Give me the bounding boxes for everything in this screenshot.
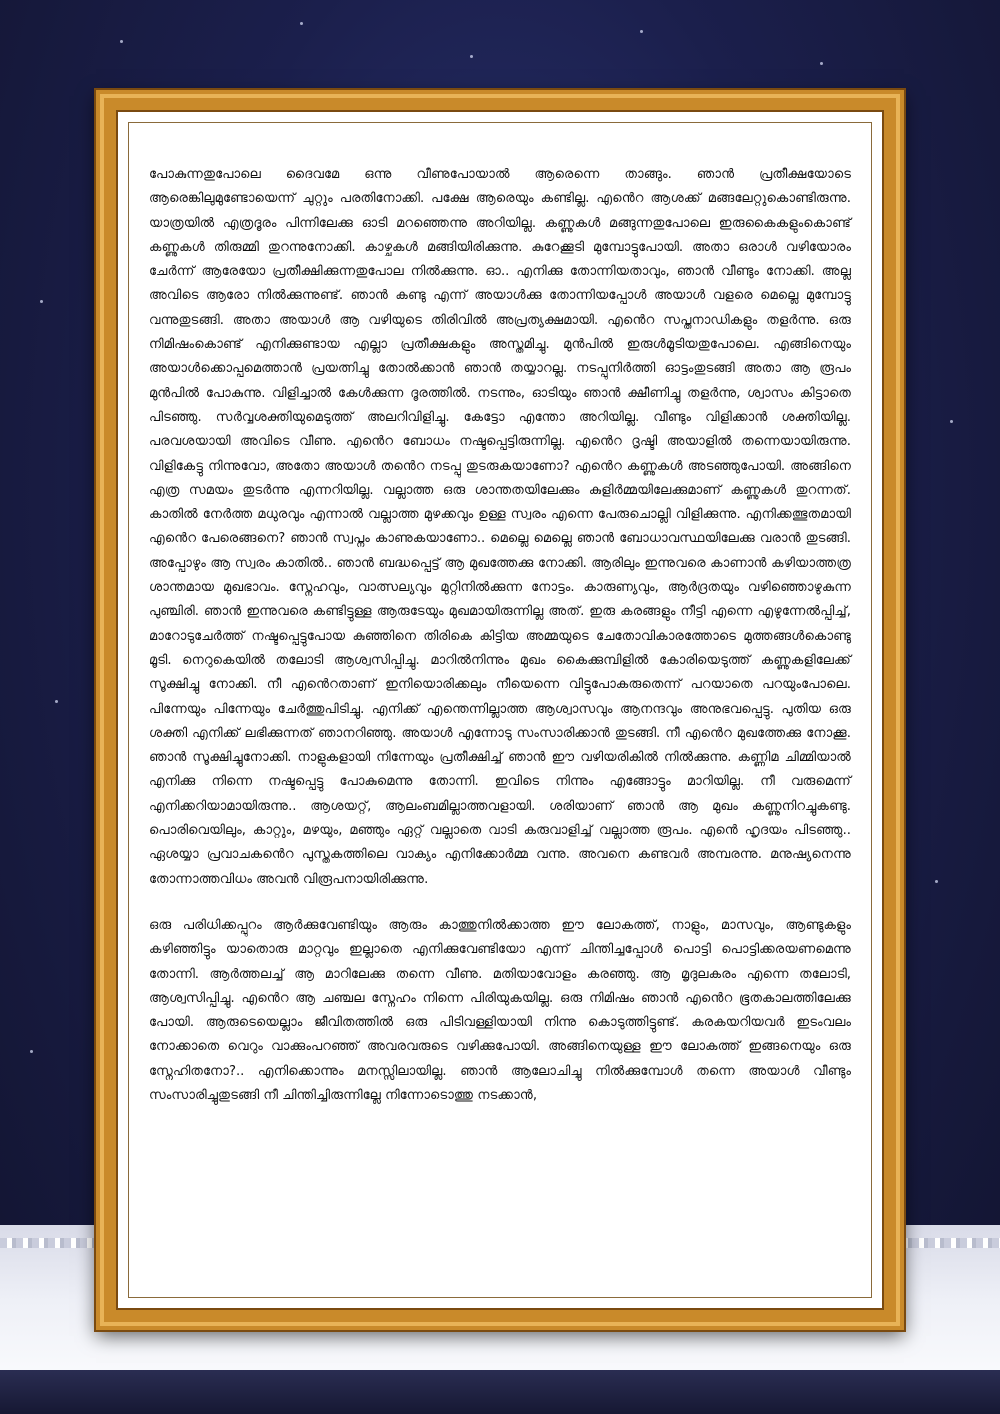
star xyxy=(30,1050,33,1053)
star xyxy=(640,30,643,33)
text-page xyxy=(128,122,872,1298)
paragraph-1: പോകുന്നതുപോലെ ദൈവമേ ഒന്നു വീണുപോയാൽ ആരെന്നെ താങ്ങും. ഞാൻ പ്രതീക്ഷയോടെ ആരെങ്കിലുമുണ്ടോയെന്ന് ചുറ്റും പരതിനോക്കി. പക്ഷേ ആരെയും കണ്ടില്ല. എൻെറ ആശക്ക് മങ്ങലേറ്റുകൊണ്ടിരുന്നു. യാത്രയിൽ എത്രദൂരം പിന്നിലേക്കു ഓടി മറഞ്ഞെന്നു അറിയില്ല. കണ്ണുകൾ മങ്ങുന്നതുപോലെ ഇരുകൈകളുംകൊണ്ട് കണ്ണുകൾ തിരുമ്മി തുറന്നുനോക്കി. കാഴ്ചകൾ മങ്ങിയിരിക്കുന്നു. കുറേക്കൂടി മുമ്പോട്ടുപോയി. അതാ ഒരാൾ വഴിയോരം ചേർന്ന് ആരേയോ പ്രതീക്ഷിക്കുന്നതുപോല നിൽക്കുന്നു. ഓ.. എനിക്കു തോന്നിയതാവും, ഞാൻ വീണ്ടും നോക്കി. അല്ല അവിടെ ആരോ നിൽക്കുന്നുണ്ട്. ഞാൻ കണ്ടു എന്ന് അയാൾക്കു തോന്നിയപ്പോൾ അയാൾ വളരെ മെല്ലെ മുമ്പോട്ടു വന്നുതുടങ്ങി. അതാ അയാൾ ആ വഴിയുടെ തിരിവിൽ അപ്രത്യക്ഷമായി. എൻെറ സപ്തനാഡികളും തളർന്നു. ഒരു നിമിഷംകൊണ്ട് എനിക്കുണ്ടായ എല്ലാ പ്രതീക്ഷകളും അസ്തമിച്ചു. മുൻപിൽ ഇരുൾമൂടിയതുപോലെ. എങ്ങിനെയും അയാൾക്കൊപ്പമെത്താൻ പ്രയത്നിച്ചു തോൽക്കാൻ ഞാൻ തയ്യാറല്ല. നടപ്പുനിർത്തി ഓട്ടംതുടങ്ങി അതാ ആ രൂപം മുൻപിൽ പോകുന്നു. വിളിച്ചാൽ കേൾക്കുന്ന ദൂരത്തിൽ. നടന്നും, ഓടിയും ഞാൻ ക്ഷീണിച്ചു തളർന്നു, ശ്വാസം കിട്ടാതെ പിടഞ്ഞു. സർവ്വശക്തിയുമെടുത്ത് അലറിവിളിച്ചു. കേട്ടോ എന്തോ അറിയില്ല. വീണ്ടും വിളിക്കാൻ ശക്തിയില്ല. പരവശയായി അവിടെ വീണു. എൻെറ ബോധം നഷ്ടപ്പെട്ടിരുന്നില്ല. എൻെറ ദൃഷ്ടി അയാളിൽ തന്നെയായിരുന്നു. വിളികേട്ടു നിന്നുവോ, അതോ അയാൾ തൻെറ നടപ്പു തുടരുകയാണോ? എൻെറ കണ്ണുകൾ അടഞ്ഞുപോയി. അങ്ങിനെ എത്ര സമയം തുടർന്നു എന്നറിയില്ല. വല്ലാത്ത ഒരു ശാന്തതയിലേക്കും കുളിർമ്മയിലേക്കുമാണ് കണ്ണുകൾ തുറന്നത്. കാതിൽ നേർത്ത മധുരവും എന്നാൽ വല്ലാത്ത മുഴക്കവും ഉള്ള സ്വരം എന്നെ പേരുചൊല്ലി വിളിക്കുന്നു. എനിക്കത്ഭുതമായി എൻെറ പേരെങ്ങനെ? ഞാൻ സ്വപ്നം കാണുകയാണോ.. മെല്ലെ മെല്ലെ ഞാൻ ബോധാവസ്ഥയിലേക്കു വരാൻ തുടങ്ങി. അപ്പോഴും ആ സ്വരം കാതിൽ.. ഞാൻ ബദ്ധപ്പെട്ട് ആ മുഖത്തേക്കു നോക്കി. ആരിലും ഇന്നുവരെ കാണാൻ കഴിയാത്തത്ര ശാന്തമായ മുഖഭാവം. സ്നേഹവും, വാത്സല്യവും മുറ്റിനിൽക്കുന്ന നോട്ടം. കാരുണ്യവും, ആർദ്രതയും വഴിഞ്ഞൊഴുകുന്ന പുഞ്ചിരി. ഞാൻ ഇന്നുവരെ കണ്ടിട്ടുള്ള ആരുടേയും മുഖമായിരുന്നില്ല അത്. ഇരു കരങ്ങളും നീട്ടി എന്നെ എഴുന്നേൽപ്പിച്ച്, മാറോടുചേർത്ത് നഷ്ടപ്പെട്ടുപോയ കുഞ്ഞിനെ തിരികെ കിട്ടിയ അമ്മയുടെ ചേതോവികാരത്തോടെ മുത്തങ്ങൾകൊണ്ടു മൂടി. നെറുകെയിൽ തലോടി ആശ്വസിപ്പിച്ചു. മാറിൽനിന്നും മുഖം കൈക്കുമ്പിളിൽ കോരിയെടുത്ത് കണ്ണുകളിലേക്ക് സൂക്ഷിച്ചു നോക്കി. നീ എൻെറതാണ് ഇനിയൊരിക്കലും നീയെന്നെ വിട്ടുപോകരുതെന്ന് പറയാതെ പറയുംപോലെ. പിന്നേയും പിന്നേയും ചേർത്തുപിടിച്ചു. എനിക്ക് എന്തെന്നില്ലാത്ത ആശ്വാസവും ആനന്ദവും അനുഭവപ്പെട്ടു. പുതിയ ഒരു ശക്തി എനിക്ക് ലഭിക്കുന്നത് ഞാനറിഞ്ഞു. അയാൾ എന്നോടു സംസാരിക്കാൻ തുടങ്ങി. നീ എൻെറ മുഖത്തേക്കു നോക്കൂ. ഞാൻ സൂക്ഷിച്ചുനോക്കി. നാളുകളായി നിന്നേയും പ്രതീക്ഷിച്ച് ഞാൻ ഈ വഴിയരികിൽ നിൽക്കുന്നു. കണ്ണിമ ചിമ്മിയാൽ എനിക്കു നിന്നെ നഷ്ടപ്പെട്ടു പോകുമെന്നു തോന്നി. ഇവിടെ നിന്നും എങ്ങോട്ടും മാറിയില്ല. നീ വരുമെന്ന് എനിക്കറിയാമായിരുന്നു.. ആശയറ്റ്, ആലംബമില്ലാത്തവളായി. ശരിയാണ് ഞാൻ ആ മുഖം കണ്ണുനിറച്ചുകണ്ടു. പൊരിവെയിലും, കാറ്റും, മഴയും, മഞ്ഞും ഏറ്റ് വല്ലാതെ വാടി കരുവാളിച്ച് വല്ലാത്ത രൂപം. എൻെ ഹൃദയം പിടഞ്ഞു.. ഏശയ്യാ പ്രവാചകൻെറ പുസ്തകത്തിലെ വാക്യം എനിക്കോർമ്മ വന്നു. അവനെ കണ്ടവർ അമ്പരന്നു. മനുഷ്യനെന്നു തോന്നാത്തവിധം അവൻ വിരൂപനായിരിക്കുന്നു. xyxy=(149,167,851,887)
star xyxy=(55,700,58,703)
bottom-band xyxy=(0,1370,1000,1414)
star xyxy=(470,55,473,58)
paragraph-2: ഒരു പരിധിക്കപ്പുറം ആർക്കുവേണ്ടിയും ആരും കാത്തുനിൽക്കാത്ത ഈ ലോകത്ത്, നാളും, മാസവും, ആണ്ടുകളും കഴിഞ്ഞിട്ടും യാതൊരു മാറ്റവും ഇല്ലാതെ എനിക്കുവേണ്ടിയോ എന്ന് ചിന്തിച്ചപ്പോൾ പൊട്ടി പൊട്ടിക്കരയണമെന്നു തോന്നി. ആർത്തലച്ച് ആ മാറിലേക്കു തന്നെ വീണു. മതിയാവോളം കരഞ്ഞു. ആ മൃദുലകരം എന്നെ തലോടി, ആശ്വസിപ്പിച്ചു. എൻെറ ആ ചഞ്ചല സ്നേഹം നിന്നെ പിരിയുകയില്ല. ഒരു നിമിഷം ഞാൻ എൻെറ ഭൂതകാലത്തിലേക്കു പോയി. ആരുടെയെല്ലാം ജീവിതത്തിൽ ഒരു പിടിവള്ളിയായി നിന്നു കൊടുത്തിട്ടുണ്ട്. കരകയറിയവർ ഇടംവലം നോക്കാതെ വെറും വാക്കുംപറഞ്ഞ് അവരവരുടെ വഴിക്കുപോയി. അങ്ങിനെയുള്ള ഈ ലോകത്ത് ഇങ്ങനെയും ഒരു സ്നേഹിതനോ?.. എനിക്കൊന്നും മനസ്സിലായില്ല. ഞാൻ ആലോചിച്ചു നിൽക്കുമ്പോൾ തന്നെ അയാൾ വീണ്ടും സംസാരിച്ചുതുടങ്ങി നീ ചിന്തിച്ചിരുന്നില്ലേ നിന്നോടൊത്തു നടക്കാൻ, xyxy=(149,917,851,1103)
star xyxy=(120,40,123,43)
star xyxy=(950,420,953,423)
picture-frame xyxy=(96,90,904,1330)
star xyxy=(935,880,938,883)
body-text xyxy=(149,163,851,1130)
star xyxy=(820,62,823,65)
star xyxy=(300,22,303,25)
star xyxy=(40,300,43,303)
